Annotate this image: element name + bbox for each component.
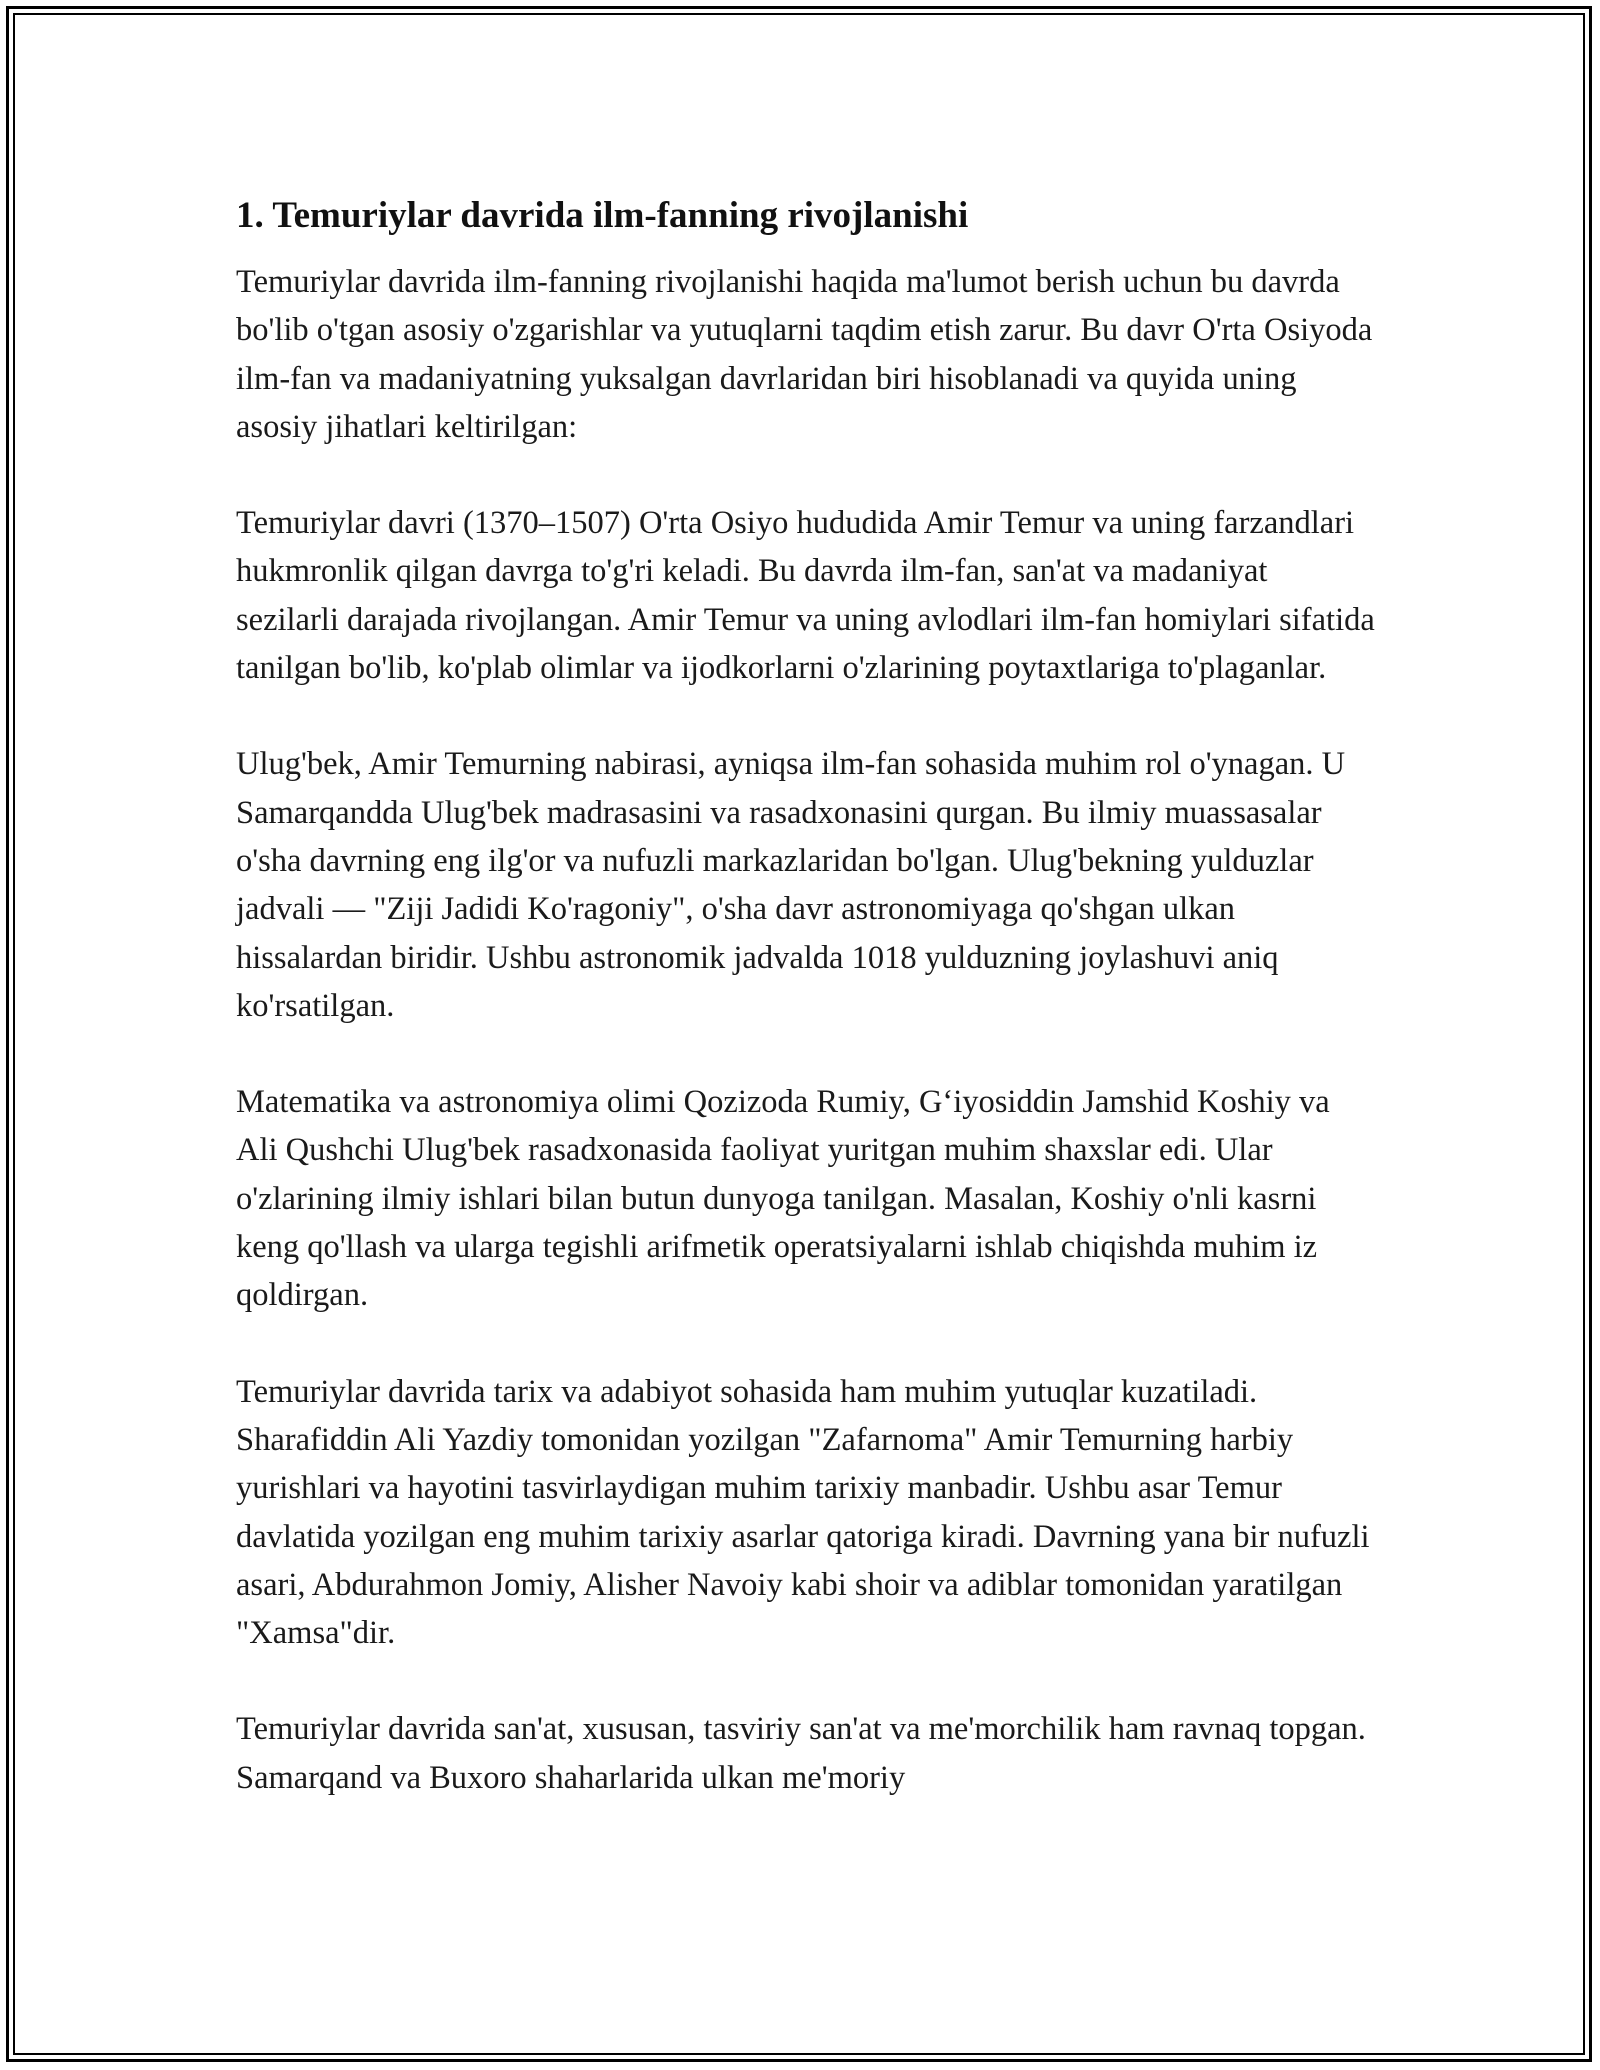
paragraph-ulugbek: Ulug'bek, Amir Temurning nabirasi, ayniqsa ilm-fan sohasida muhim rol o'ynagan. U Samarqandda Ulug'bek madrasasini va rasadxonasini qurgan. Bu ilmiy muassasalar o'sha davrning eng ilg'or va nufuzli markazlaridan bo'lgan. Ulug'bekning yulduzlar jadvali — "Ziji Jadidi Ko'ragoniy", o'sha davr astronomiyaga qo'shgan ulkan hissalardan biridir. Ushbu astronomik jadvalda 1018 yulduzning joylashuvi aniq ko'rsatilgan. [236, 746, 1346, 1024]
section-heading: 1. Temuriylar davrida ilm-fanning rivojlanishi [236, 195, 969, 236]
paragraph-timurid-era: Temuriylar davri (1370–1507) O'rta Osiyo hududida Amir Temur va uning farzandlari hukmronlik qilgan davrga to'g'ri keladi. Bu davrda ilm-fan, san'at va madaniyat sezilarli darajada rivojlangan. Amir Temur va uning avlodlari ilm-fan homiylari sifatida tanilgan bo'lib, ko'plab olimlar va ijodkorlarni o'zlarining poytaxtlariga to'plaganlar. [236, 505, 1375, 687]
paragraph-mathematics-astronomy: Matematika va astronomiya olimi Qozizoda Rumiy, G‘iyosiddin Jamshid Koshiy va Ali Qushchi Ulug'bek rasadxonasida faoliyat yuritgan muhim shaxslar edi. Ular o'zlarining ilmiy ishlari bilan butun dunyoga tanilgan. Masalan, Koshiy o'nli kasrni keng qo'llash va ularga tegishli arifmetik operatsiyalarni ishlab chiqishda muhim iz qoldirgan. [236, 1084, 1330, 1314]
document-body [236, 192, 1376, 1850]
paragraph-art-architecture: Temuriylar davrida san'at, xususan, tasviriy san'at va me'morchilik ham ravnaq topgan. Samarqand va Buxoro shaharlarida ulkan me'moriy [236, 1711, 1366, 1796]
paragraph-history-literature: Temuriylar davrida tarix va adabiyot sohasida ham muhim yutuqlar kuzatiladi. Sharafiddin Ali Yazdiy tomonidan yozilgan "Zafarnoma" Amir Temurning harbiy yurishlari va hayotini tasvirlaydigan muhim tarixiy manbadir. Ushbu asar Temur davlatida yozilgan eng muhim tarixiy asarlar qatoriga kiradi. Davrning yana bir nufuzli asari, Abdurahmon Jomiy, Alisher Navoiy kabi shoir va adiblar tomonidan yaratilgan "Xamsa"dir. [236, 1373, 1370, 1652]
paragraph-intro: Temuriylar davrida ilm-fanning rivojlanishi haqida ma'lumot berish uchun bu davrda bo'lib o'tgan asosiy o'zgarishlar va yutuqlarni taqdim etish zarur. Bu davr O'rta Osiyoda ilm-fan va madaniyatning yuksalgan davrlaridan biri hisoblanadi va quyida uning asosiy jihatlari keltirilgan: [236, 264, 1373, 445]
